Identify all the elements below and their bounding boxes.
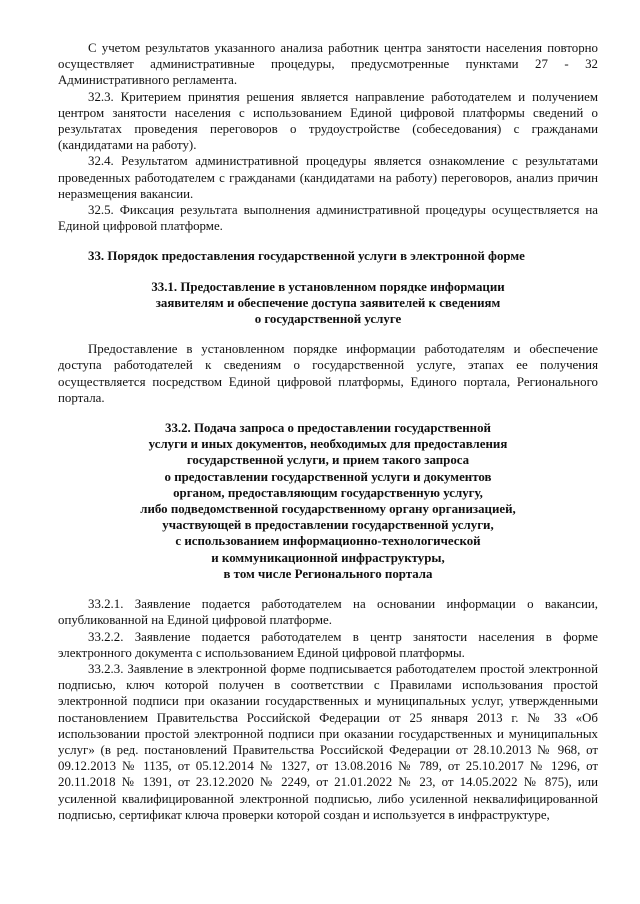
- paragraph-33-2-1: 33.2.1. Заявление подается работодателем на основании информации о вакансии, опубликованной на Единой цифровой платформе.: [58, 597, 598, 628]
- paragraph-32-3: 32.3. Критерием принятия решения является направление работодателем и получением центром занятости населения с использованием Единой цифровой платформы сведений о результатах проведения переговоров о трудоустройстве (собеседования) с гражданами (кандидатами на работу).: [58, 89, 598, 153]
- subsection-33-1-heading: [58, 279, 598, 328]
- heading-line: органом, предоставляющим государственную услугу,: [173, 485, 483, 500]
- heading-line: с использованием информационно-технологической: [175, 534, 481, 549]
- paragraph-32-5: 32.5. Фиксация результата выполнения административной процедуры осуществляется на Единой цифровой платформе.: [58, 203, 598, 234]
- paragraph-33-1: Предоставление в установленном порядке информации работодателям и обеспечение доступа работодателей к сведениям о государственной услуге, этапах ее получения осуществляется посредством Единой цифровой платформы, Единого портала, Регионального портала.: [58, 342, 598, 405]
- paragraph-32-4: 32.4. Результатом административной процедуры является ознакомление с результатами проведенных работодателем с гражданами (кандидатами на работу) переговоров, анализ причин неразмещения вакансии.: [58, 154, 598, 201]
- paragraph-analysis-repeat: С учетом результатов указанного анализа работник центра занятости населения повторно осуществляет административные процедуры, предусмотренные пунктами 27 - 32 Административного регламента.: [58, 41, 598, 88]
- heading-line: участвующей в предоставлении государственной услуги,: [162, 518, 494, 533]
- section-33-heading: 33. Порядок предоставления государственной услуги в электронной форме: [88, 249, 525, 264]
- heading-line: 33.2. Подача запроса о предоставлении государственной: [165, 421, 491, 436]
- heading-line: либо подведомственной государственному органу организацией,: [140, 502, 516, 517]
- paragraph-33-2-3: 33.2.3. Заявление в электронной форме подписывается работодателем простой электронной подписью, ключ которой получен в соответствии с Правилами использования простой электронной подписи при оказании государственных и муниципальных услуг, утвержденными постановлением Правительства Российской Федерации от 25 января 2013 г. № 33 «Об использовании простой электронной подписи при оказании государственных и муниципальных услуг» (в ред. постановлений Правительства Российской Федерации от 28.10.2013 № 968, от 09.12.2013 № 1135, от 05.12.2014 № 1327, от 13.08.2016 № 789, от 25.10.2017 № 1296, от 20.11.2018 № 1391, от 23.12.2020 № 2249, от 21.01.2022 № 23, от 14.05.2022 № 875), или усиленной квалифицированной электронной подписью, либо усиленной неквалифицированной подписью, сертификат ключа проверки которой создан и используется в инфраструктуре,: [58, 661, 598, 822]
- heading-line: государственной услуги, и прием такого запроса: [186, 453, 470, 468]
- heading-line: 33.1. Предоставление в установленном порядке информации: [151, 279, 505, 294]
- heading-line: и коммуникационной инфраструктуры,: [211, 550, 445, 565]
- heading-line: услуги и иных документов, необходимых для предоставления: [148, 437, 508, 452]
- heading-line: в том числе Регионального портала: [223, 566, 433, 581]
- document-body: [58, 40, 598, 823]
- heading-line: заявителям и обеспечение доступа заявителей к сведениям: [155, 295, 501, 310]
- heading-line: о предоставлении государственной услуги и документов: [164, 469, 492, 484]
- paragraph-33-2-2: 33.2.2. Заявление подается работодателем в центр занятости населения в форме электронного документа с использованием Единой цифровой платформы.: [58, 629, 598, 660]
- subsection-33-2-heading: [58, 420, 598, 582]
- heading-line: о государственной услуге: [254, 312, 402, 327]
